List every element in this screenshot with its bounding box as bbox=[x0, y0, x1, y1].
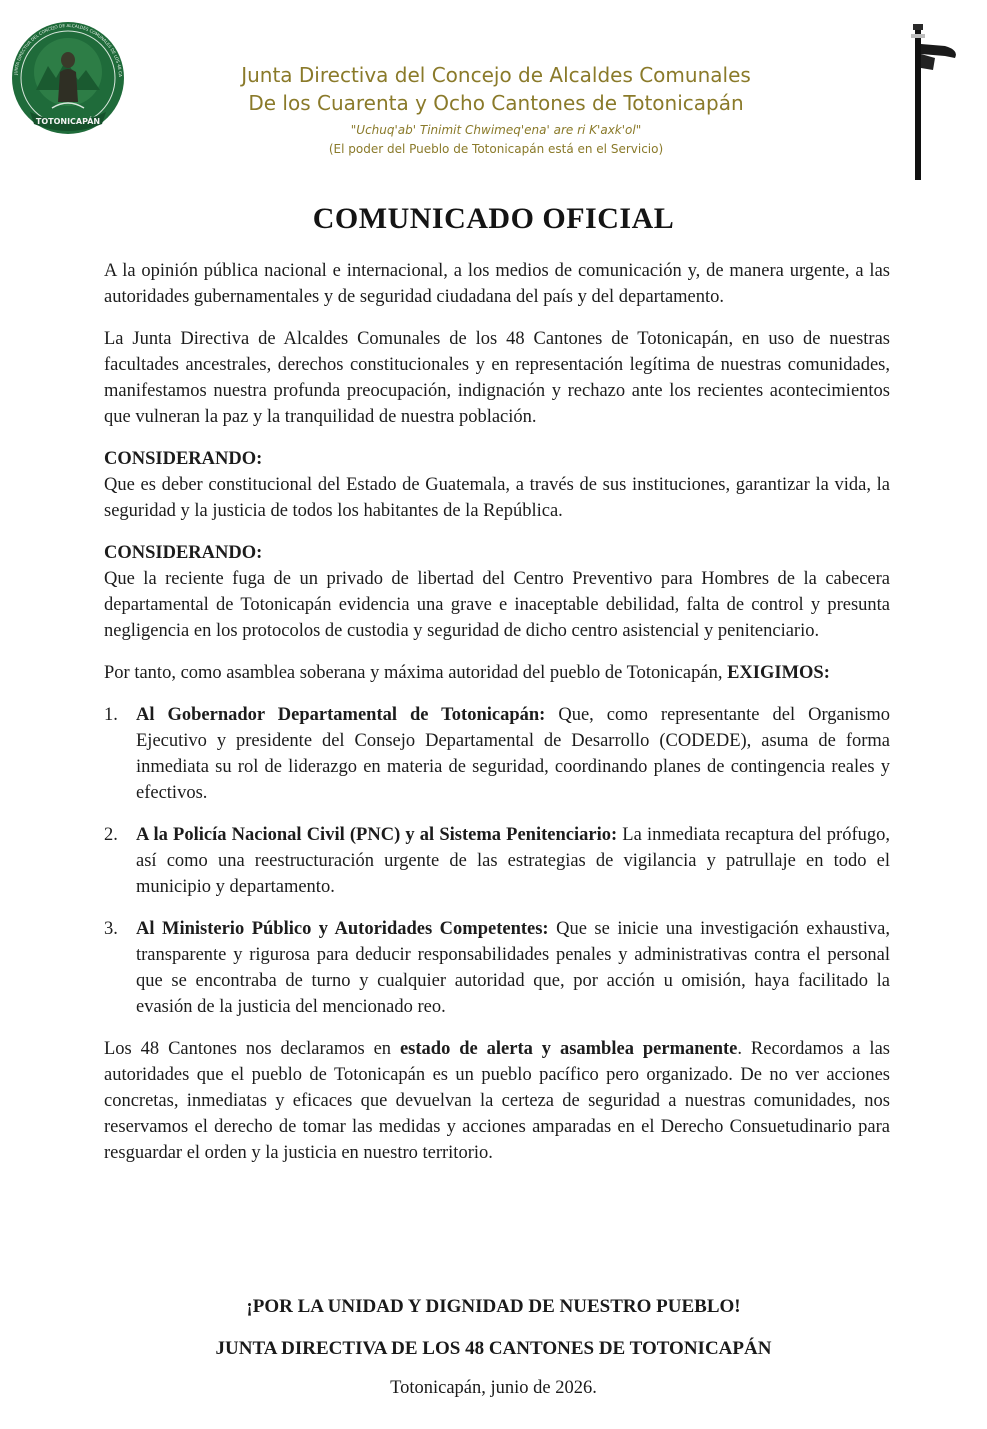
demand-number: 3. bbox=[104, 919, 118, 939]
considerando-text: Que la reciente fuga de un privado de libertad del Centro Preventivo para Hombres de la cabecera departamental de Totonicapán evidencia una grave e inaceptable debilidad, falta de control y presunta negligencia en los protocolos de custodia y seguridad de dicho centro asistencial y penitenciario. bbox=[104, 569, 890, 641]
motto-spanish: (El poder del Pueblo de Totonicapán está en el Servicio) bbox=[328, 142, 664, 156]
demand-text: La inmediata recaptura del prófugo, así como una reestructuración urgente de las estrategias de vigilancia y patrullaje en todo el municipio y departamento. bbox=[136, 825, 891, 897]
seal-ring-text: JUNTA DIRECTIVA DEL CONCEJO DE ALCALDES COMUNALES DE LOS 48 CA bbox=[13, 22, 124, 78]
closing-text-start: Los 48 Cantones nos declaramos en bbox=[104, 1039, 400, 1059]
document-date: Totonicapán, junio de 2026. bbox=[390, 1378, 597, 1398]
considerando-heading: CONSIDERANDO: bbox=[104, 543, 263, 563]
slogan: ¡POR LA UNIDAD Y DIGNIDAD DE NUESTRO PUEBLO! bbox=[246, 1296, 741, 1317]
closing-text-end: . Recordamos a las autoridades que el pueblo de Totonicapán es un pueblo pacífico pero organizado. De no ver acciones concretas, inmediatas y eficaces que devuelvan la certeza de seguridad a nuestras comunidades, nos reservamos el derecho de tomar las medidas y acciones amparadas en el Derecho Consuetudinario para resguardar el orden y la justicia en nuestro territorio. bbox=[104, 1039, 890, 1163]
demand-item bbox=[104, 822, 890, 900]
letterhead-line-2: De los Cuarenta y Ocho Cantones de Totonicapán bbox=[248, 91, 744, 115]
considerando-text: Que es deber constitucional del Estado de Guatemala, a través de sus instituciones, garantizar la vida, la seguridad y la justicia de todos los habitantes de la República. bbox=[104, 475, 890, 521]
document-body bbox=[104, 258, 890, 1166]
closing-paragraph bbox=[104, 1036, 890, 1166]
demand-number: 1. bbox=[104, 705, 118, 725]
closing-emphasis: estado de alerta y asamblea permanente bbox=[399, 1039, 738, 1059]
demand-addressee: A la Policía Nacional Civil (PNC) y al Sistema Penitenciario: bbox=[136, 825, 618, 845]
considerando-2 bbox=[104, 540, 890, 644]
por-tanto-text: Por tanto, como asamblea soberana y máxima autoridad del pueblo de Totonicapán, bbox=[104, 663, 723, 683]
seal-bottom-text: TOTONICAPÁN bbox=[35, 117, 101, 126]
demand-text: Que se inicie una investigación exhaustiva, transparente y rigurosa para deducir responsabilidades penales y administrativas contra el personal que se encontraba de turno y cualquier autoridad que, por acción u omisión, haya facilitado la evasión de la justicia del mencionado reo. bbox=[136, 919, 890, 1017]
considerando-heading: CONSIDERANDO: bbox=[104, 449, 263, 469]
letterhead-line-1: Junta Directiva del Concejo de Alcaldes Comunales bbox=[241, 63, 751, 87]
demand-addressee: Al Gobernador Departamental de Totonicapán: bbox=[136, 705, 546, 725]
demand-item bbox=[104, 916, 890, 1020]
motto-kiche: "Uchuq'ab' Tinimit Chwimeq'ena' are ri K'axk'ol" bbox=[350, 123, 642, 137]
ceremonial-staff-icon bbox=[905, 24, 965, 180]
exigimos-label: EXIGIMOS: bbox=[727, 663, 830, 683]
junta-paragraph: La Junta Directiva de Alcaldes Comunales de los 48 Cantones de Totonicapán, en uso de nuestras facultades ancestrales, derechos constitucionales y en representación legítima de nuestras comunidades, manifestamos nuestra profunda preocupación, indignación y rechazo ante los recientes acontecimientos que vulneran la paz y la tranquilidad de nuestra población. bbox=[104, 329, 890, 427]
considerando-1 bbox=[104, 446, 890, 524]
demand-number: 2. bbox=[104, 825, 118, 845]
demands-list bbox=[104, 702, 890, 1020]
letterhead bbox=[140, 62, 852, 157]
demand-item bbox=[104, 702, 890, 806]
totonicapan-seal-logo bbox=[8, 20, 128, 136]
document-title: COMUNICADO OFICIAL bbox=[312, 202, 675, 235]
demand-text: Que, como representante del Organismo Ejecutivo y presidente del Consejo Departamental de Desarrollo (CODEDE), asuma de forma inmediata su rol de liderazgo en materia de seguridad, coordinando planes de contingencia reales y efectivos. bbox=[136, 705, 890, 803]
signature-line: JUNTA DIRECTIVA DE LOS 48 CANTONES DE TOTONICAPÁN bbox=[215, 1338, 772, 1359]
demand-addressee: Al Ministerio Público y Autoridades Competentes: bbox=[136, 919, 549, 939]
intro-paragraph: A la opinión pública nacional e internacional, a los medios de comunicación y, de manera urgente, a las autoridades gubernamentales y de seguridad ciudadana del país y del departamento. bbox=[104, 261, 890, 307]
por-tanto-paragraph bbox=[104, 660, 890, 686]
